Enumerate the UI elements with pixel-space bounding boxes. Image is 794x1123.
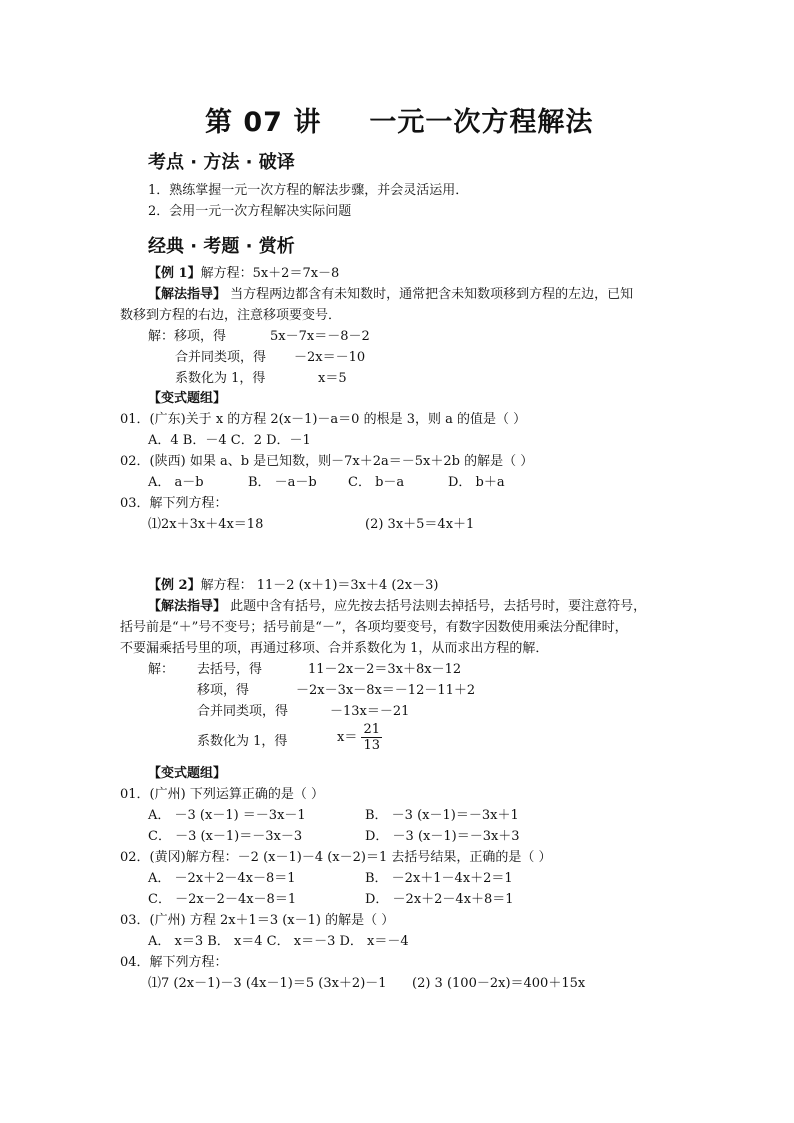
solution-final-expr bbox=[337, 722, 382, 753]
fraction-numerator: 21 bbox=[363, 722, 381, 737]
question-1-option-a: A． －3 (x－1) ＝－3x－1 bbox=[148, 808, 306, 823]
question-1-option-d: D． －3 (x－1)＝－3x＋3 bbox=[365, 829, 520, 844]
fraction bbox=[361, 722, 382, 753]
solution-step-label: 合并同类项，得 bbox=[197, 704, 289, 719]
example-1 bbox=[148, 265, 339, 283]
solution-step-label: 去括号，得 bbox=[197, 662, 263, 677]
fraction-denominator: 13 bbox=[363, 738, 381, 753]
question-2-option-a: A． a－b bbox=[148, 475, 204, 490]
question-4-part-b: (2) 3 (100－2x)＝400＋15x bbox=[412, 976, 586, 991]
solution-step-label: 系数化为 1，得 bbox=[175, 371, 266, 386]
solution-step-expr: 5x－7x＝－8－2 bbox=[270, 329, 370, 344]
question-2: 02．(陕西) 如果 a、b 是已知数，则－7x＋2a＝－5x＋2b 的解是（ ） bbox=[120, 454, 534, 469]
question-4: 04．解下列方程： bbox=[120, 955, 228, 970]
question-2-option-d: D． b＋a bbox=[448, 475, 505, 490]
solution-step-expr: x＝5 bbox=[318, 371, 347, 386]
example-1-guide-line-1 bbox=[148, 286, 633, 304]
lesson-number: 第 07 讲 bbox=[205, 107, 322, 138]
example-2-guide-line-1 bbox=[148, 598, 646, 616]
example-2-guide-line-2: 括号前是“＋”号不变号；括号前是“－”，各项均要变号，有数字因数使用乘法分配律时， bbox=[120, 620, 628, 635]
question-1: 01．(广州) 下列运算正确的是（ ） bbox=[120, 787, 324, 802]
example-2-label: 【例 2】 bbox=[148, 578, 201, 593]
solution-step-expr: －2x－3x－8x＝－12－11＋2 bbox=[296, 683, 476, 698]
variant-group-label: 【变式题组】 bbox=[148, 766, 227, 781]
question-1: 01．(广东)关于 x 的方程 2(x－1)－a＝0 的根是 3，则 a 的值是（ ） bbox=[120, 412, 527, 427]
example-1-label: 【例 1】 bbox=[148, 266, 201, 281]
solution-step-label: 系数化为 1，得 bbox=[197, 734, 288, 749]
question-3-part-b: (2) 3x＋5＝4x＋1 bbox=[365, 517, 475, 532]
question-2: 02．(黄冈)解方程：－2 (x－1)－4 (x－2)＝1 去括号结果，正确的是（ ） bbox=[120, 850, 552, 865]
section-heading-examples: 经典 · 考题 · 赏析 bbox=[148, 236, 295, 257]
lesson-topic: 一元一次方程解法 bbox=[369, 107, 594, 138]
solution-step-label: 解：移项，得 bbox=[148, 329, 227, 344]
example-1-guide-line-2: 数移到方程的右边，注意移项要变号． bbox=[120, 308, 342, 323]
question-3-part-a: ⑴2x＋3x＋4x＝18 bbox=[148, 517, 264, 532]
solution-step-label: 移项，得 bbox=[197, 683, 250, 698]
question-1-option-b: B． －3 (x－1)＝－3x＋1 bbox=[365, 808, 519, 823]
goal-1: 1．熟练掌握一元一次方程的解法步骤，并会灵活运用． bbox=[148, 183, 469, 198]
example-2-text: 解方程： 11－2 (x＋1)＝3x＋4 (2x－3) bbox=[200, 578, 439, 593]
example-2 bbox=[148, 577, 438, 595]
solution-step-expr: －13x＝－21 bbox=[330, 704, 410, 719]
question-1-option-c: C． －3 (x－1)＝－3x－3 bbox=[148, 829, 303, 844]
section-heading-key-points: 考点 · 方法 · 破译 bbox=[148, 152, 295, 173]
question-4-part-a: ⑴7 (2x－1)－3 (4x－1)＝5 (3x＋2)－1 bbox=[148, 976, 387, 991]
question-2-option-b: B． －2x＋1－4x＋2＝1 bbox=[365, 871, 513, 886]
question-2-option-a: A． －2x＋2－4x－8＝1 bbox=[148, 871, 296, 886]
question-3: 03．(广州) 方程 2x＋1＝3 (x－1) 的解是（ ） bbox=[120, 913, 395, 928]
solution-step-expr: －2x＝－10 bbox=[294, 350, 366, 365]
final-lhs: x＝ bbox=[337, 730, 358, 745]
question-1-options: A．4 B．－4 C．2 D．－1 bbox=[148, 433, 311, 448]
guide-label: 【解法指导】 bbox=[148, 599, 227, 614]
guide-label: 【解法指导】 bbox=[148, 287, 227, 302]
solution-step-expr: 11－2x－2＝3x＋8x－12 bbox=[308, 662, 462, 677]
goal-2: 2．会用一元一次方程解决实际问题 bbox=[148, 204, 352, 219]
question-2-option-c: C． b－a bbox=[348, 475, 405, 490]
question-2-option-c: C． －2x－2－4x－8＝1 bbox=[148, 892, 297, 907]
question-2-option-b: B． －a－b bbox=[248, 475, 317, 490]
guide-text: 当方程两边都含有未知数时，通常把含未知数项移到方程的左边，已知 bbox=[226, 287, 634, 302]
guide-text: 此题中含有括号，应先按去括号法则去掉括号，去括号时，要注意符号， bbox=[226, 599, 647, 614]
page-title bbox=[205, 100, 593, 139]
question-3-options: A． x＝3 B． x＝4 C． x＝－3 D． x＝－4 bbox=[148, 934, 409, 949]
question-2-option-d: D． －2x＋2－4x＋8＝1 bbox=[365, 892, 514, 907]
solution-head: 解： bbox=[148, 662, 175, 677]
example-1-text: 解方程：5x＋2＝7x－8 bbox=[200, 266, 340, 281]
question-3: 03．解下列方程： bbox=[120, 496, 228, 511]
solution-step-label: 合并同类项，得 bbox=[175, 350, 267, 365]
example-2-guide-line-3: 不要漏乘括号里的项，再通过移项、合并系数化为 1，从而求出方程的解． bbox=[120, 641, 549, 656]
variant-group-label: 【变式题组】 bbox=[148, 391, 227, 406]
